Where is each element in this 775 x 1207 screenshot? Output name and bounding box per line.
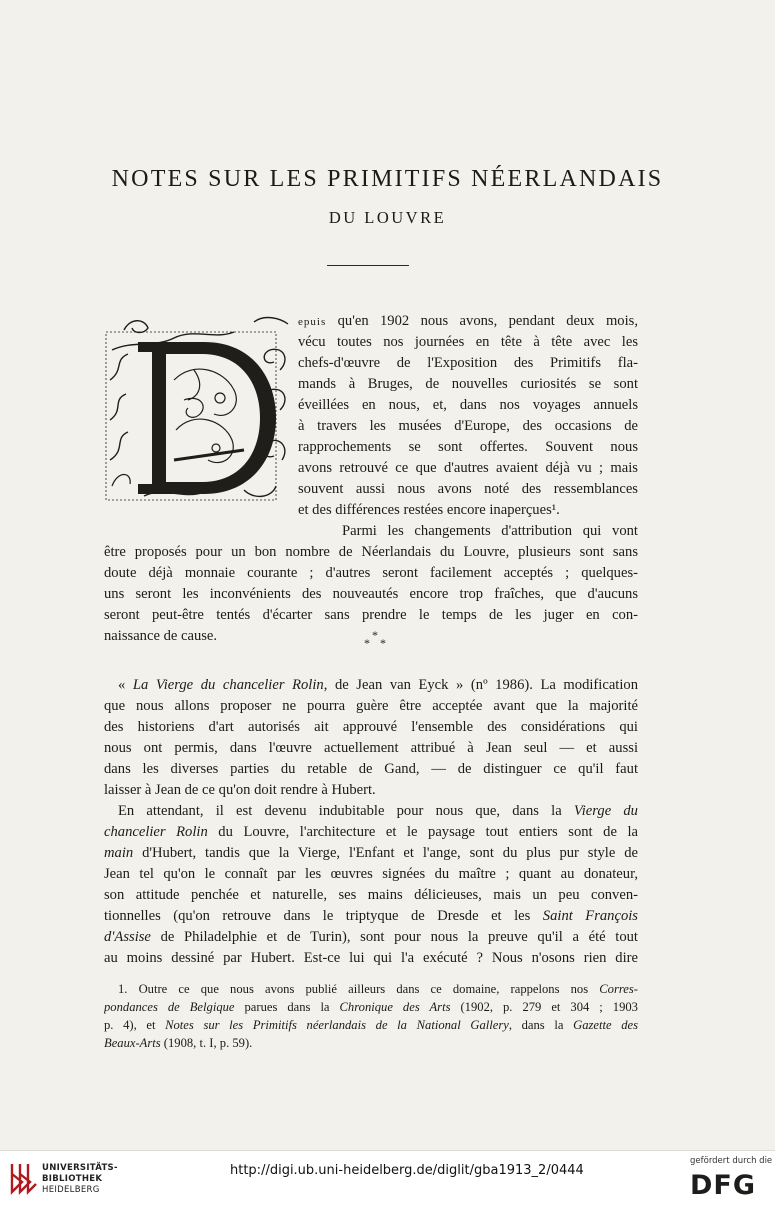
body-text-line — [104, 739, 638, 758]
body-text-line — [298, 501, 638, 520]
text-run: qu'en 1902 nous avons, pendant deux mois, — [326, 313, 638, 329]
body-text-line — [104, 760, 638, 779]
italic-text: Vierge du — [573, 803, 638, 819]
text-run: tionnelles (qu'on retrouve dans le triptyque de Dresde et les — [104, 908, 543, 924]
dfg-logo[interactable]: DFG — [690, 1170, 757, 1201]
viewer-footer — [0, 1150, 775, 1207]
italic-text: d'Assise — [104, 929, 151, 945]
body-text-line — [298, 459, 638, 478]
text-run: epuis — [298, 316, 327, 328]
library-name-line-3: HEIDELBERG — [42, 1185, 100, 1195]
body-text-line — [298, 312, 638, 332]
italic-text: Chronique des Arts — [339, 1000, 451, 1014]
italic-text: Beaux-Arts — [104, 1036, 161, 1050]
text-run: de Philadelphie et de Turin), sont pour nous la preuve qu'il a été tout — [150, 929, 638, 945]
asterism-star-right: * — [380, 636, 386, 650]
text-run: des historiens d'art autorisés ait approuvé l'ensemble des considérations qui — [104, 719, 638, 735]
text-run: et des différences restées encore inaperçues¹. — [298, 502, 560, 518]
body-text-line — [298, 375, 638, 394]
text-run: laisser à Jean de ce qu'on doit rendre à Hubert. — [104, 782, 376, 798]
text-run: uns seront les inconvénients des nouveautés encore trop fraîches, que d'aucuns — [104, 586, 638, 602]
text-run: dans les diverses parties du retable de Gand, — de distinguer ce qu'il faut — [104, 761, 638, 777]
body-text-line — [104, 718, 638, 737]
italic-text: Saint François — [542, 908, 638, 924]
text-run: , dans la — [508, 1018, 574, 1032]
body-text-line — [104, 949, 638, 968]
text-run: éveillées en nous, et, dans nos voyages annuels — [298, 397, 638, 413]
footnote-line — [104, 1017, 638, 1034]
italic-text: Gazette des — [573, 1018, 638, 1032]
text-run: « — [118, 677, 133, 693]
text-run: , de Jean van Eyck » (nº 1986). La modification — [323, 677, 638, 693]
text-run: au moins dessiné par Hubert. Est-ce lui qui l'a exécuté ? Nous n'osons rien dire — [104, 950, 638, 966]
body-text-line — [104, 844, 638, 863]
asterism-star-left: * — [364, 636, 370, 650]
text-run: Parmi les changements d'attribution qui vont — [342, 523, 638, 539]
sponsor-caption: gefördert durch die — [690, 1156, 773, 1166]
heidelberg-library-logo-icon[interactable] — [8, 1160, 38, 1196]
text-run: nous ont permis, dans l'œuvre actuellement attribué à Jean seul — et aussi — [104, 740, 638, 756]
text-run: avons retrouvé ce que d'autres avaient déjà vu ; mais — [298, 460, 638, 476]
italic-text: main — [104, 845, 134, 861]
text-run: que nous allons proposer ne pourra guère être acceptée avant que la majorité — [104, 698, 638, 714]
footnote-line — [104, 999, 638, 1016]
body-text-line — [104, 564, 638, 583]
text-run: son attitude penchée et naturelle, ses mains délicieuses, mais un peu conven- — [104, 887, 638, 903]
text-run: naissance de cause. — [104, 628, 218, 644]
body-text-line — [298, 417, 638, 436]
title-rule — [327, 265, 409, 266]
italic-text: chancelier Rolin — [104, 824, 208, 840]
text-run: du Louvre, l'architecture et le paysage tout entiers sont de la — [207, 824, 638, 840]
text-run: souvent aussi nous avons noté des ressemblances — [298, 481, 638, 497]
text-run: être proposés pour un bon nombre de Néerlandais du Louvre, plusieurs sont sans — [104, 544, 638, 560]
asterism-star-top: * — [372, 628, 378, 642]
text-run: d'Hubert, tandis que la Vierge, l'Enfant et l'ange, sont du plus pur style de — [133, 845, 638, 861]
body-text-line — [104, 606, 638, 625]
body-text-line — [342, 522, 638, 541]
footnote-line — [118, 981, 638, 998]
text-run: chefs-d'œuvre de l'Exposition des Primitifs fla- — [298, 355, 638, 371]
ornamental-dropcap-d — [104, 310, 290, 504]
italic-text: La Vierge du chancelier Rolin — [132, 677, 324, 693]
body-text-line — [104, 865, 638, 884]
body-text-line — [104, 543, 638, 562]
body-text-line — [104, 781, 638, 800]
library-name-line-2: BIBLIOTHEK — [42, 1174, 103, 1184]
footnote-line — [104, 1035, 638, 1052]
body-text-line — [298, 438, 638, 457]
body-text-line — [104, 886, 638, 905]
asterism-separator — [356, 628, 396, 652]
text-run: 1. Outre ce que nous avons publié ailleurs dans ce domaine, rappelons nos — [118, 982, 600, 996]
body-text-line — [298, 333, 638, 352]
body-text-line — [298, 396, 638, 415]
article-title: NOTES SUR LES PRIMITIFS NÉERLANDAIS — [111, 166, 664, 192]
body-text-line — [298, 480, 638, 499]
italic-text: Corres- — [599, 982, 638, 996]
text-run: vécu toutes nos journées en tête à tête avec les — [298, 334, 638, 350]
body-text-line — [104, 928, 638, 947]
body-text-line — [298, 354, 638, 373]
text-run: à travers les musées d'Europe, des occasions de — [298, 418, 638, 434]
body-text-line — [118, 802, 638, 821]
italic-text: pondances de Belgique — [104, 1000, 235, 1014]
italic-text: Notes sur les Primitifs néerlandais de la National Gallery — [165, 1018, 509, 1032]
text-run: rapprochements se sont offertes. Souvent nous — [298, 439, 638, 455]
text-run: doute déjà monnaie courante ; d'autres seront facilement acceptés ; quelques- — [104, 565, 638, 581]
body-text-line — [104, 907, 638, 926]
body-text-line — [104, 697, 638, 716]
body-text-line — [104, 823, 638, 842]
body-text-line — [104, 585, 638, 604]
permalink-url[interactable]: http://digi.ub.uni-heidelberg.de/diglit/gba1913_2/0444 — [230, 1163, 584, 1178]
text-run: p. 4), et — [104, 1018, 166, 1032]
library-name-line-1: UNIVERSITÄTS- — [42, 1163, 118, 1173]
text-run: mands à Bruges, de nouvelles curiosités se sont — [298, 376, 638, 392]
text-run: Jean tel qu'on le connaît par les œuvres signées du maître ; quant au donateur, — [104, 866, 638, 882]
text-run: parues dans la — [234, 1000, 340, 1014]
text-run: (1902, p. 279 et 304 ; 1903 — [450, 1000, 638, 1014]
article-subtitle: DU LOUVRE — [328, 208, 447, 227]
text-run: (1908, t. I, p. 59). — [160, 1036, 253, 1050]
body-text-line — [118, 676, 638, 695]
text-run: seront peut-être tentés d'écarter sans prendre le temps de les juger en con- — [104, 607, 638, 623]
text-run: En attendant, il est devenu indubitable pour nous que, dans la — [118, 803, 574, 819]
